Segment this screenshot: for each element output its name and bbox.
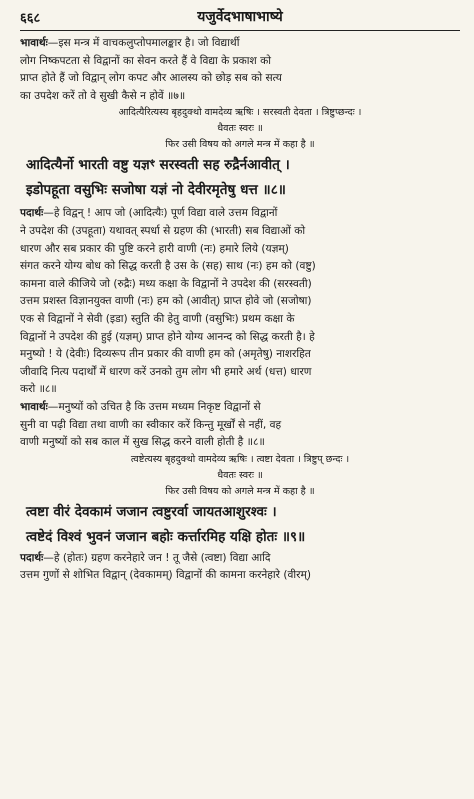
svara-line: धैवतः स्वरः ॥ bbox=[217, 469, 263, 481]
text-line: विद्वानों ने उपदेश की हुई (यज्ञम्) प्राप्त होने योग्य आनन्द को सिद्ध करती है। हे bbox=[20, 330, 315, 343]
label-bhavartha: भावार्थः bbox=[20, 37, 48, 49]
padartha-8 bbox=[20, 205, 460, 399]
text-line: —हे (होतः) ग्रहण करनेहारे जन ! तू जैसे (त्वष्टा) विद्या आदि bbox=[43, 551, 271, 564]
mantra-line: इडोपहूता वसुभिः सजोषा यज्ञं नो देवीरमृतेषु धत्त ॥८॥ bbox=[26, 182, 286, 199]
text-line: करो ॥८॥ bbox=[20, 383, 57, 396]
text-line: धारण और सब प्रकार की पुष्टि करने हारी वाणी (नः) हमारे लिये (यज्ञम्) bbox=[20, 242, 289, 255]
rishi-line: आदित्यैरित्यस्य बृहदुक्थो वामदेव्य ऋषिः । सरस्वती देवता । त्रिष्टुप्छन्दः । bbox=[118, 107, 362, 119]
intro-line: फिर उसी विषय को अगले मन्त्र में कहा है ॥ bbox=[165, 139, 315, 151]
text-line: जीवादि नित्य पदार्थों में धारण करें उनको तुम लोग भी हमारे अर्थ (धत्त) धारण bbox=[20, 365, 312, 378]
bhavartha-7 bbox=[20, 35, 460, 105]
page-header bbox=[20, 0, 460, 31]
text-line: कामना वाले कीजिये जो (रुद्रैः) मध्य कक्षा के विद्वानों ने उपदेश की (सरस्वती) bbox=[20, 277, 312, 290]
padartha-9 bbox=[20, 550, 460, 585]
text-line: उत्तम प्रशस्त विज्ञानयुक्त वाणी (नः) हम को (आवीत्) प्राप्त होवे जो (सजोषा) bbox=[20, 295, 312, 308]
text-line: —मनुष्यों को उचित है कि उत्तम मध्यम निकृष्ट विद्वानों से bbox=[47, 400, 261, 413]
label-padartha: पदार्थः bbox=[20, 207, 44, 220]
svara-line: धैवतः स्वरः ॥ bbox=[217, 123, 263, 135]
rishi-line: त्वष्टेत्यस्य बृहदुक्थो वामदेव्य ऋषिः । त्वष्टा देवता । त्रिष्टुप् छन्दः । bbox=[130, 453, 350, 465]
text-line: —हे विद्वन् ! आप जो (आदित्यैः) पूर्ण विद्या वाले उत्तम विद्वानों bbox=[43, 207, 278, 220]
text-line: ने उपदेश की (उपहूता) यथावत् स्पर्धा से ग्रहण की (भारती) सब विद्याओं को bbox=[20, 224, 306, 237]
text-line: मनुष्यो ! ये (देवीः) दिव्यरूप तीन प्रकार की वाणी हम को (अमृतेषु) नाशरहित bbox=[20, 348, 311, 361]
text-line: प्राप्त होते हैं जो विद्वान् लोग कपट और आलस्य को छोड़ सब को सत्य bbox=[20, 72, 282, 85]
text-line: सुनी वा पढ़ी विद्या तथा वाणी का स्वीकार करें किन्तु मूर्खों से नहीं, वह bbox=[20, 418, 282, 431]
text-line: लोग निष्कपटता से विद्वानों का सेवन करते हैं वे विद्या के प्रकाश को bbox=[20, 54, 271, 67]
text-line: संगत करने योग्य बोध को सिद्ध करती है उस के (सह) साथ (नः) हम को (वष्टु) bbox=[20, 260, 316, 273]
intro-line: फिर उसी विषय को अगले मन्त्र में कहा है ॥ bbox=[165, 485, 315, 497]
text-line: —इस मन्त्र में वाचकलुप्तोपमालङ्कार है। जो विद्यार्थी bbox=[47, 37, 240, 49]
text-line: उत्तम गुणों से शोभित विद्वान् (देवकामम्) विद्वानों की कामना करनेहारे (वीरम्) bbox=[20, 569, 311, 582]
mantra-line: आदित्यैर्नो भारती वष्टु यज्ञꣳ सरस्वती सह रुद्रैर्नआवीत् । bbox=[26, 157, 290, 174]
label-bhavartha: भावार्थः bbox=[20, 400, 48, 413]
text-line: वाणी मनुष्यों को सब काल में सुख सिद्ध करने वाली होती है ॥८॥ bbox=[20, 436, 265, 449]
mantra-line: त्वष्टेदं विश्वं भुवनं जजान बहोः कर्त्तारमिह यक्षि होतः ॥९॥ bbox=[26, 528, 306, 545]
text-line: का उपदेश करें तो वे सुखी कैसे न होवें ॥७॥ bbox=[20, 89, 186, 102]
text-line: एक से विद्वानों ने सेवी (इडा) स्तुति की हेतु वाणी (वसुभिः) प्रथम कक्षा के bbox=[20, 312, 295, 325]
bhavartha-8 bbox=[20, 399, 460, 452]
mantra-line: त्वष्टा वीरं देवकामं जजान त्वष्टुरर्वा जायतआशुरश्वः । bbox=[26, 503, 277, 520]
running-title: यजुर्वेदभाषाभाष्ये bbox=[197, 9, 283, 25]
label-padartha: पदार्थः bbox=[20, 551, 44, 564]
page-number: ६६८ bbox=[20, 11, 41, 26]
